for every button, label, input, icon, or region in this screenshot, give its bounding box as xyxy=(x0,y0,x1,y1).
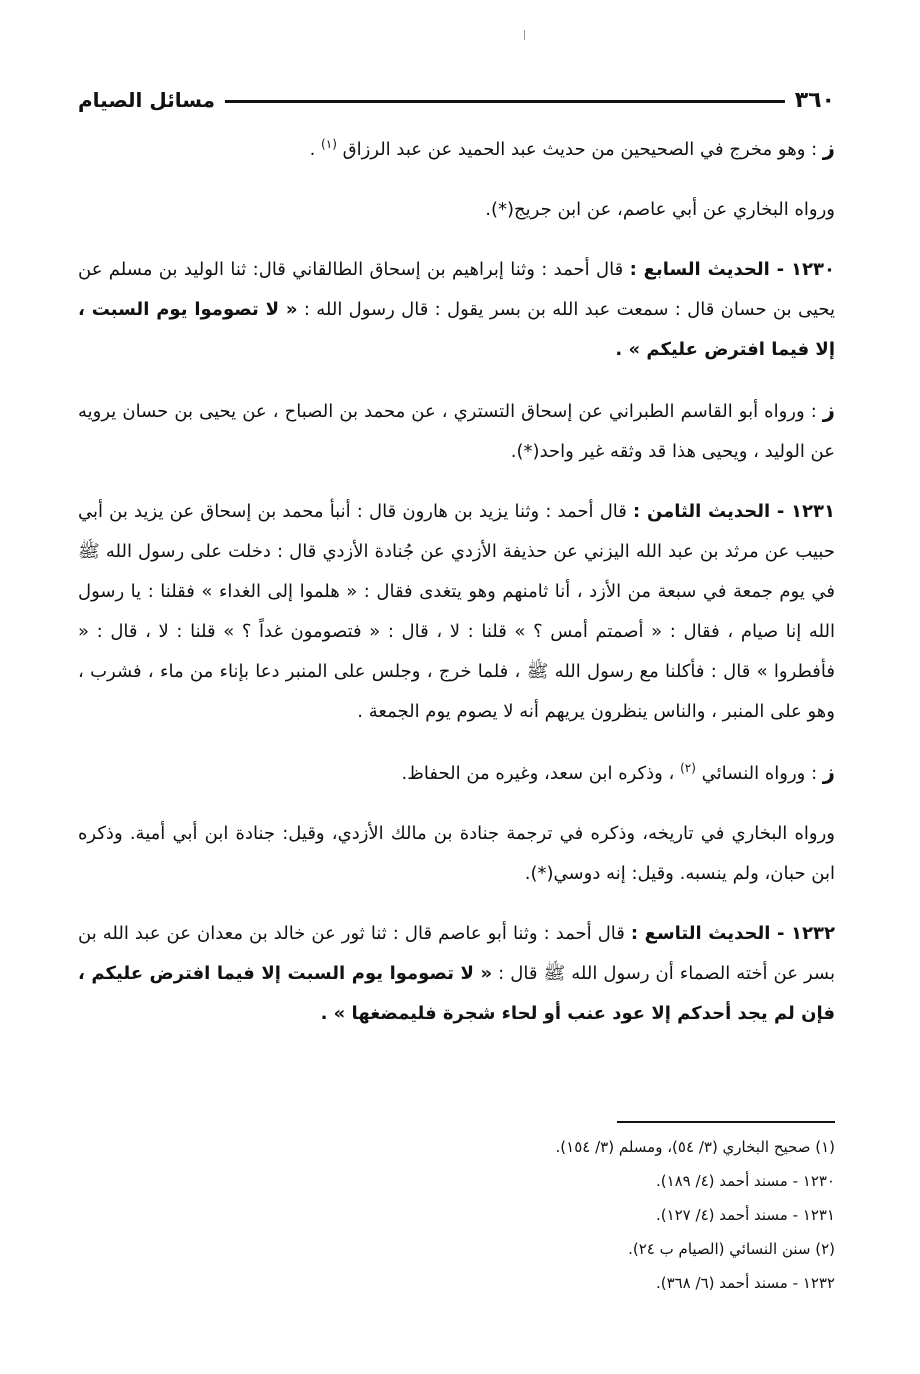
hadith-text: قال أحمد : وثنا إبراهيم بن إسحاق الطالقاني قال: ثنا الوليد بن مسلم عن يحيى بن حسان قال : سمعت عبد الله بن بسر يقول : قال رسول الله : xyxy=(78,259,836,320)
paragraph-2 xyxy=(78,190,835,230)
hadith-1230 xyxy=(78,250,835,370)
footnote-item: ١٢٣١ - مسند أحمد (٤/ ١٢٧). xyxy=(655,1206,835,1224)
paragraph-6 xyxy=(78,752,835,794)
page-number: ٣٦٠ xyxy=(794,87,835,113)
paragraph-text: ورواه البخاري في تاريخه، وذكره في ترجمة جنادة بن مالك الأزدي، وقيل: جنادة ابن أبي أمية. وذكره ابن حبان، ولم ينسبه. وقيل: إنه دوسي(*). xyxy=(78,823,835,884)
paragraph-text-rest: ، وذكره ابن سعد، وغيره من الحفاظ. xyxy=(401,763,675,784)
footnote-ref: (٢) xyxy=(680,761,696,775)
paragraph-text: : ورواه أبو القاسم الطبراني عن إسحاق التستري ، عن محمد بن الصباح ، عن يحيى بن حسان يرويه عن الوليد ، ويحيى هذا قد وثقه غير واحد(*). xyxy=(78,401,835,462)
paragraph-7 xyxy=(78,814,835,894)
hadith-heading: ١٢٣٠ - الحديث السابع : xyxy=(629,259,835,280)
running-title: مسائل الصيام xyxy=(78,88,215,112)
hadith-text: قال أحمد : وثنا أبو عاصم قال : ثنا ثور عن خالد بن معدان عن عبد الله بن بسر عن أخته الصماء أن رسول الله ﷺ قال : xyxy=(78,923,835,984)
hadith-heading: ١٢٣١ - الحديث الثامن : xyxy=(633,501,835,522)
hadith-heading: ١٢٣٢ - الحديث التاسع : xyxy=(630,923,835,944)
scan-mark xyxy=(524,30,525,40)
footnote-item: ١٢٣٠ - مسند أحمد (٤/ ١٨٩). xyxy=(655,1172,835,1190)
footnote-item: (٢) سنن النسائي (الصيام ب ٢٤). xyxy=(628,1240,835,1258)
zawaid-mark: ز xyxy=(822,398,835,422)
hadith-text: قال أحمد : وثنا يزيد بن هارون قال : أنبأ محمد بن إسحاق عن يزيد بن أبي حبيب عن مرثد بن عبد الله اليزني عن حذيفة الأزدي عن جُنادة الأزدي قال : دخلت على رسول الله ﷺ في يوم جمعة في سبعة من الأزد ، أنا ثامنهم وهو يتغدى فقال : « هلموا إلى الغداء » فقلنا : يا رسول الله إنا صيام ، فقال : « أصمتم أمس ؟ » قلنا : لا ، قال : « فتصومون غداً ؟ » قلنا : لا ، قال : « فأفطروا » قال : فأكلنا مع رسول الله ﷺ ، فلما خرج ، وجلس على المنبر دعا بإناء من ماء ، فشرب ، وهو على المنبر ، والناس ينظرون يريهم أنه لا يصوم يوم الجمعة . xyxy=(78,501,835,722)
paragraph-text: : ورواه النسائي xyxy=(701,763,818,784)
paragraph-text: ورواه البخاري عن أبي عاصم، عن ابن جريج(*). xyxy=(485,199,835,220)
paragraph-end: . xyxy=(309,139,316,160)
paragraph-4 xyxy=(78,390,835,472)
hadith-quote: « لا تصوموا يوم السبت إلا فيما افترض عليكم ، فإن لم يجد أحدكم إلا عود عنب أو لحاء شجرة فليمضغها » . xyxy=(78,963,835,1024)
footnote-item: ١٢٣٢ - مسند أحمد (٦/ ٣٦٨). xyxy=(655,1274,835,1292)
main-text xyxy=(78,128,835,1048)
header-rule xyxy=(225,100,785,103)
hadith-1231 xyxy=(78,492,835,732)
paragraph-1 xyxy=(78,128,835,170)
zawaid-mark: ز xyxy=(822,136,835,160)
paragraph-text: : وهو مخرج في الصحيحين من حديث عبد الحميد عن عبد الرزاق xyxy=(342,139,818,160)
page-header xyxy=(78,80,835,120)
footnote-ref: (١) xyxy=(321,137,337,151)
hadith-quote: « لا تصوموا يوم السبت ، إلا فيما افترض عليكم » . xyxy=(78,299,835,360)
zawaid-mark: ز xyxy=(822,760,835,784)
footnote-rule xyxy=(617,1121,835,1123)
hadith-1232 xyxy=(78,914,835,1034)
footnote-item: (١) صحيح البخاري (٣/ ٥٤)، ومسلم (٣/ ١٥٤). xyxy=(555,1138,835,1156)
footnotes xyxy=(78,1130,835,1300)
